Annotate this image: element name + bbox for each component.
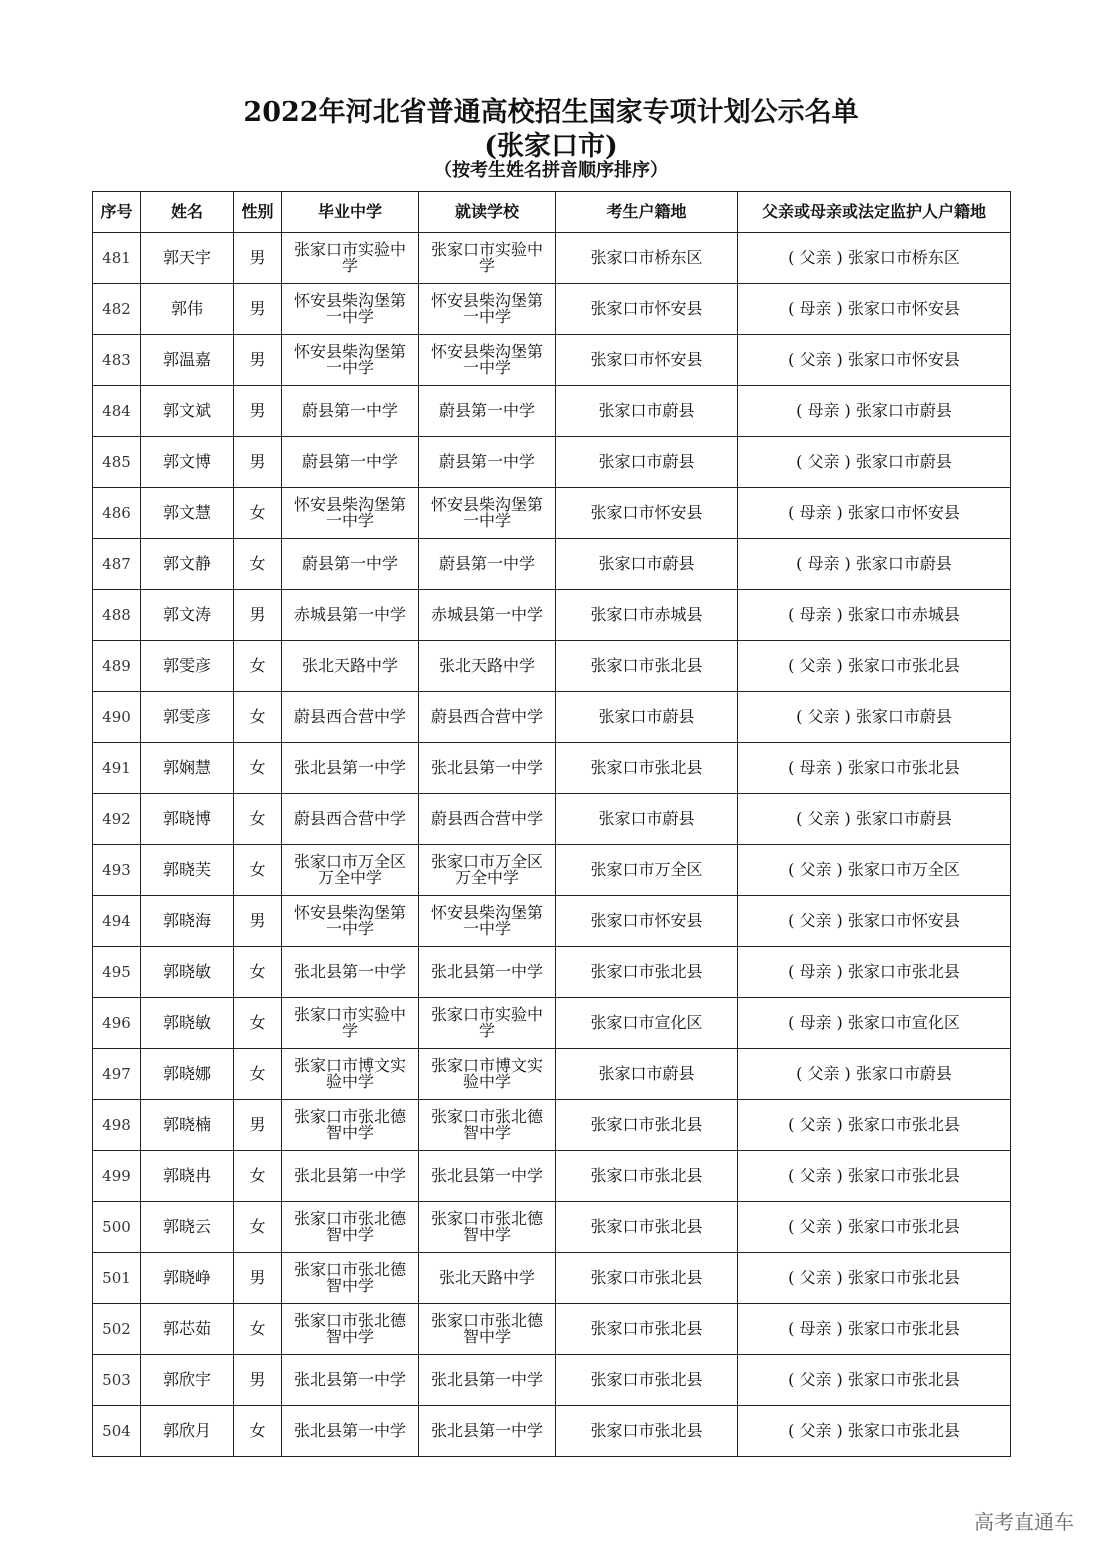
guardian-household: ( 父亲 ) 张家口市张北县: [738, 1355, 1011, 1406]
guardian-household: ( 母亲 ) 张家口市怀安县: [738, 284, 1011, 335]
student-household: 张家口市张北县: [556, 1304, 738, 1355]
gender: 女: [234, 947, 282, 998]
guardian-household: ( 母亲 ) 张家口市赤城县: [738, 590, 1011, 641]
current-school: 怀安县柴沟堡第一中学: [419, 896, 556, 947]
gender: 男: [234, 1100, 282, 1151]
table-row: [93, 488, 1011, 539]
student-household: 张家口市怀安县: [556, 488, 738, 539]
current-school: 张北天路中学: [419, 1253, 556, 1304]
student-name: 郭晓敏: [141, 947, 234, 998]
student-household: 张家口市蔚县: [556, 1049, 738, 1100]
table-row: [93, 896, 1011, 947]
student-name: 郭雯彦: [141, 692, 234, 743]
row-number: 483: [93, 335, 141, 386]
column-header: 考生户籍地: [556, 192, 738, 233]
guardian-household: ( 母亲 ) 张家口市宣化区: [738, 998, 1011, 1049]
table-row: [93, 641, 1011, 692]
gender: 女: [234, 1406, 282, 1457]
gender: 女: [234, 1304, 282, 1355]
gender: 女: [234, 1049, 282, 1100]
guardian-household: ( 父亲 ) 张家口市张北县: [738, 1406, 1011, 1457]
student-name: 郭晓芙: [141, 845, 234, 896]
table-row: [93, 539, 1011, 590]
student-household: 张家口市怀安县: [556, 335, 738, 386]
guardian-household: ( 父亲 ) 张家口市张北县: [738, 1151, 1011, 1202]
column-header: 就读学校: [419, 192, 556, 233]
current-school: 张北县第一中学: [419, 1406, 556, 1457]
student-name: 郭晓冉: [141, 1151, 234, 1202]
row-number: 487: [93, 539, 141, 590]
student-name: 郭晓楠: [141, 1100, 234, 1151]
guardian-household: ( 母亲 ) 张家口市怀安县: [738, 488, 1011, 539]
graduated-school: 张北县第一中学: [282, 947, 419, 998]
student-name: 郭欣宇: [141, 1355, 234, 1406]
graduated-school: 蔚县第一中学: [282, 386, 419, 437]
graduated-school: 怀安县柴沟堡第一中学: [282, 335, 419, 386]
student-name: 郭文静: [141, 539, 234, 590]
table-row: [93, 1304, 1011, 1355]
student-name: 郭晓博: [141, 794, 234, 845]
graduated-school: 蔚县第一中学: [282, 539, 419, 590]
gender: 男: [234, 335, 282, 386]
table-row: [93, 233, 1011, 284]
student-name: 郭文斌: [141, 386, 234, 437]
student-household: 张家口市蔚县: [556, 794, 738, 845]
guardian-household: ( 父亲 ) 张家口市蔚县: [738, 794, 1011, 845]
student-name: 郭芯茹: [141, 1304, 234, 1355]
current-school: 蔚县第一中学: [419, 386, 556, 437]
student-household: 张家口市蔚县: [556, 539, 738, 590]
row-number: 499: [93, 1151, 141, 1202]
gender: 男: [234, 1355, 282, 1406]
guardian-household: ( 父亲 ) 张家口市张北县: [738, 1202, 1011, 1253]
table-row: [93, 692, 1011, 743]
table-row: [93, 386, 1011, 437]
roster-table: [92, 191, 1011, 1457]
graduated-school: 张家口市万全区万全中学: [282, 845, 419, 896]
page-subtitle: (张家口市): [484, 131, 618, 162]
guardian-household: ( 父亲 ) 张家口市蔚县: [738, 437, 1011, 488]
current-school: 怀安县柴沟堡第一中学: [419, 284, 556, 335]
column-header: 毕业中学: [282, 192, 419, 233]
guardian-household: ( 父亲 ) 张家口市桥东区: [738, 233, 1011, 284]
row-number: 481: [93, 233, 141, 284]
student-household: 张家口市张北县: [556, 743, 738, 794]
graduated-school: 张家口市实验中学: [282, 998, 419, 1049]
current-school: 赤城县第一中学: [419, 590, 556, 641]
graduated-school: 张北天路中学: [282, 641, 419, 692]
current-school: 张家口市张北德智中学: [419, 1202, 556, 1253]
column-header: 姓名: [141, 192, 234, 233]
graduated-school: 怀安县柴沟堡第一中学: [282, 896, 419, 947]
row-number: 492: [93, 794, 141, 845]
graduated-school: 怀安县柴沟堡第一中学: [282, 284, 419, 335]
student-name: 郭天宇: [141, 233, 234, 284]
table-row: [93, 743, 1011, 794]
guardian-household: ( 父亲 ) 张家口市怀安县: [738, 896, 1011, 947]
graduated-school: 赤城县第一中学: [282, 590, 419, 641]
row-number: 502: [93, 1304, 141, 1355]
student-name: 郭娴慧: [141, 743, 234, 794]
gender: 女: [234, 641, 282, 692]
student-household: 张家口市赤城县: [556, 590, 738, 641]
student-household: 张家口市桥东区: [556, 233, 738, 284]
gender: 男: [234, 284, 282, 335]
row-number: 488: [93, 590, 141, 641]
current-school: 张家口市实验中学: [419, 998, 556, 1049]
table-row: [93, 437, 1011, 488]
current-school: 张北县第一中学: [419, 1355, 556, 1406]
graduated-school: 张北县第一中学: [282, 1151, 419, 1202]
student-name: 郭雯彦: [141, 641, 234, 692]
student-household: 张家口市张北县: [556, 1100, 738, 1151]
current-school: 张北县第一中学: [419, 743, 556, 794]
row-number: 497: [93, 1049, 141, 1100]
student-household: 张家口市张北县: [556, 1355, 738, 1406]
current-school: 张北天路中学: [419, 641, 556, 692]
student-name: 郭文博: [141, 437, 234, 488]
student-household: 张家口市张北县: [556, 1151, 738, 1202]
row-number: 491: [93, 743, 141, 794]
graduated-school: 蔚县第一中学: [282, 437, 419, 488]
guardian-household: ( 父亲 ) 张家口市张北县: [738, 1253, 1011, 1304]
column-header: 性别: [234, 192, 282, 233]
graduated-school: 张北县第一中学: [282, 743, 419, 794]
current-school: 张家口市万全区万全中学: [419, 845, 556, 896]
watermark: 高考直通车: [974, 1510, 1074, 1534]
column-header: 序号: [93, 192, 141, 233]
table-header-row: [93, 192, 1011, 233]
student-name: 郭晓敏: [141, 998, 234, 1049]
student-household: 张家口市怀安县: [556, 284, 738, 335]
table-row: [93, 590, 1011, 641]
current-school: 蔚县第一中学: [419, 437, 556, 488]
student-name: 郭晓云: [141, 1202, 234, 1253]
student-household: 张家口市张北县: [556, 947, 738, 998]
row-number: 494: [93, 896, 141, 947]
student-name: 郭晓海: [141, 896, 234, 947]
graduated-school: 张家口市张北德智中学: [282, 1100, 419, 1151]
student-household: 张家口市张北县: [556, 641, 738, 692]
graduated-school: 张家口市张北德智中学: [282, 1304, 419, 1355]
guardian-household: ( 父亲 ) 张家口市蔚县: [738, 1049, 1011, 1100]
guardian-household: ( 母亲 ) 张家口市张北县: [738, 1304, 1011, 1355]
student-name: 郭欣月: [141, 1406, 234, 1457]
row-number: 486: [93, 488, 141, 539]
guardian-household: ( 父亲 ) 张家口市蔚县: [738, 692, 1011, 743]
graduated-school: 张家口市张北德智中学: [282, 1202, 419, 1253]
table-row: [93, 1151, 1011, 1202]
table-row: [93, 794, 1011, 845]
gender: 女: [234, 794, 282, 845]
guardian-household: ( 母亲 ) 张家口市张北县: [738, 743, 1011, 794]
gender: 男: [234, 896, 282, 947]
row-number: 493: [93, 845, 141, 896]
student-household: 张家口市张北县: [556, 1406, 738, 1457]
row-number: 504: [93, 1406, 141, 1457]
row-number: 485: [93, 437, 141, 488]
student-household: 张家口市宣化区: [556, 998, 738, 1049]
table-row: [93, 1355, 1011, 1406]
student-household: 张家口市蔚县: [556, 437, 738, 488]
student-name: 郭文涛: [141, 590, 234, 641]
gender: 男: [234, 386, 282, 437]
gender: 男: [234, 590, 282, 641]
column-header: 父亲或母亲或法定监护人户籍地: [738, 192, 1011, 233]
student-name: 郭温嘉: [141, 335, 234, 386]
current-school: 怀安县柴沟堡第一中学: [419, 488, 556, 539]
graduated-school: 怀安县柴沟堡第一中学: [282, 488, 419, 539]
guardian-household: ( 父亲 ) 张家口市万全区: [738, 845, 1011, 896]
row-number: 484: [93, 386, 141, 437]
current-school: 怀安县柴沟堡第一中学: [419, 335, 556, 386]
row-number: 501: [93, 1253, 141, 1304]
guardian-household: ( 父亲 ) 张家口市张北县: [738, 1100, 1011, 1151]
gender: 女: [234, 1202, 282, 1253]
sort-note: （按考生姓名拼音顺序排序）: [434, 160, 668, 181]
current-school: 蔚县西合营中学: [419, 794, 556, 845]
student-name: 郭文慧: [141, 488, 234, 539]
current-school: 张家口市实验中学: [419, 233, 556, 284]
table-row: [93, 335, 1011, 386]
gender: 男: [234, 1253, 282, 1304]
graduated-school: 张北县第一中学: [282, 1355, 419, 1406]
row-number: 498: [93, 1100, 141, 1151]
gender: 女: [234, 743, 282, 794]
guardian-household: ( 父亲 ) 张家口市张北县: [738, 641, 1011, 692]
student-household: 张家口市怀安县: [556, 896, 738, 947]
graduated-school: 张北县第一中学: [282, 1406, 419, 1457]
row-number: 500: [93, 1202, 141, 1253]
guardian-household: ( 母亲 ) 张家口市蔚县: [738, 539, 1011, 590]
student-household: 张家口市蔚县: [556, 386, 738, 437]
gender: 女: [234, 1151, 282, 1202]
row-number: 490: [93, 692, 141, 743]
gender: 女: [234, 539, 282, 590]
current-school: 张家口市博文实验中学: [419, 1049, 556, 1100]
current-school: 张北县第一中学: [419, 947, 556, 998]
student-household: 张家口市张北县: [556, 1202, 738, 1253]
table-row: [93, 1202, 1011, 1253]
table-row: [93, 284, 1011, 335]
graduated-school: 蔚县西合营中学: [282, 794, 419, 845]
gender: 女: [234, 488, 282, 539]
student-household: 张家口市蔚县: [556, 692, 738, 743]
table-row: [93, 998, 1011, 1049]
row-number: 495: [93, 947, 141, 998]
student-name: 郭晓娜: [141, 1049, 234, 1100]
guardian-household: ( 父亲 ) 张家口市怀安县: [738, 335, 1011, 386]
gender: 女: [234, 845, 282, 896]
current-school: 蔚县西合营中学: [419, 692, 556, 743]
student-household: 张家口市万全区: [556, 845, 738, 896]
row-number: 489: [93, 641, 141, 692]
table-row: [93, 1406, 1011, 1457]
row-number: 503: [93, 1355, 141, 1406]
graduated-school: 张家口市实验中学: [282, 233, 419, 284]
row-number: 496: [93, 998, 141, 1049]
gender: 女: [234, 692, 282, 743]
current-school: 张家口市张北德智中学: [419, 1304, 556, 1355]
gender: 女: [234, 998, 282, 1049]
table-row: [93, 1253, 1011, 1304]
table-row: [93, 845, 1011, 896]
page-title: 2022年河北省普通高校招生国家专项计划公示名单: [243, 97, 859, 128]
row-number: 482: [93, 284, 141, 335]
table-row: [93, 1100, 1011, 1151]
student-name: 郭伟: [141, 284, 234, 335]
gender: 男: [234, 437, 282, 488]
graduated-school: 蔚县西合营中学: [282, 692, 419, 743]
table-row: [93, 1049, 1011, 1100]
gender: 男: [234, 233, 282, 284]
current-school: 张北县第一中学: [419, 1151, 556, 1202]
current-school: 蔚县第一中学: [419, 539, 556, 590]
guardian-household: ( 母亲 ) 张家口市张北县: [738, 947, 1011, 998]
student-name: 郭晓峥: [141, 1253, 234, 1304]
graduated-school: 张家口市张北德智中学: [282, 1253, 419, 1304]
guardian-household: ( 母亲 ) 张家口市蔚县: [738, 386, 1011, 437]
current-school: 张家口市张北德智中学: [419, 1100, 556, 1151]
graduated-school: 张家口市博文实验中学: [282, 1049, 419, 1100]
student-household: 张家口市张北县: [556, 1253, 738, 1304]
table-row: [93, 947, 1011, 998]
